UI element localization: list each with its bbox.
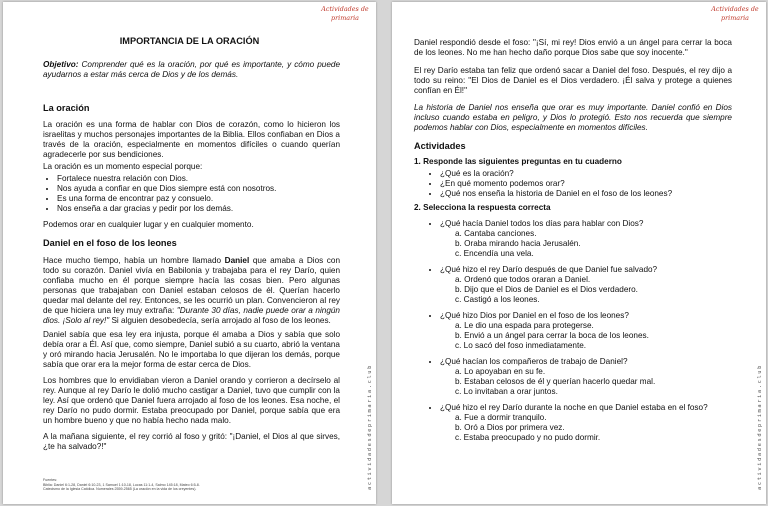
objective-label: Objetivo: [43,60,79,69]
mc-question-text: ¿Qué hizo Dios por Daniel en el foso de los leones? [440,311,629,320]
mc-options [440,367,746,397]
side-url-watermark: actividadesdeprimaria.club [367,364,373,490]
brand-line-2: primaria [331,14,359,22]
text-span: que amaba a Dios con todo su corazón. Daniel vivía en Babilonia y trabajaba para el rey Darío, quien confiaba mucho en él porque siempre hacía las cosas bien. Pero algunas personas que trabajaban con Daniel estaban celosos de él. Querían hacerlo quedar mal delante del rey. Entonces, se les ocurrió un plan. Convencieron al rey de que hiciera una ley muy extraña: [43,256,341,315]
mc-option: c. Encendía una vela. [455,249,534,258]
mc-option: a. Ordenó que todos oraran a Daniel. [455,275,591,284]
law-quote: "Durante 30 días, nadie puede orar a ningún dios. ¡Solo al rey!" [43,306,340,325]
brand-logo [320,5,370,23]
mc-option: c. Lo invitaban a orar juntos. [455,387,558,396]
oracion-paragraph-1: La oración es una forma de hablar con Dios de corazón, como lo hicieron los israelitas y muchos personajes importantes de la Biblia. Ellos confiaban en Dios a través de la oración, especialmente en momentos difíciles o cuando querían agradecerle por sus bendiciones. [43,120,340,159]
mc-question-text: ¿Qué hizo el rey Darío durante la noche en que Daniel estaba en el foso? [440,403,708,412]
question-1-list [426,169,746,199]
page-right [392,2,766,504]
mc-option: a. Fue a dormir tranquilo. [455,413,547,422]
mc-question [440,403,746,443]
brand-line-2: primaria [721,14,749,22]
mc-question [440,265,746,305]
brand-logo [710,5,760,23]
mc-question-block [426,265,746,305]
mc-question-text: ¿Qué hacían los compañeros de trabajo de Daniel? [440,357,628,366]
question-2-title: 2. Selecciona la respuesta correcta [414,203,551,212]
footer-line: Fuentes: [43,478,57,482]
document-title: IMPORTANCIA DE LA ORACIÓN [119,36,260,46]
daniel-name: Daniel [224,256,250,265]
mc-question-block [426,311,746,351]
mc-option: a. Lo apoyaban en su fe. [455,367,546,376]
story-paragraph-king: El rey Darío estaba tan feliz que ordenó sacar a Daniel del foso. Después, el rey dijo a todo su reino: "El Dios de Daniel es el Dios verdadero. ¡Él salva y protege a quienes confían en Él!" [414,66,732,95]
oracion-paragraph-3: Podemos orar en cualquier lugar y en cualquier momento. [43,220,254,229]
objective [43,60,340,80]
list-item: • Fortalece nuestra relación con Dios. [57,174,354,184]
daniel-paragraph-1 [43,256,340,326]
objective-text: Comprender qué es la oración, por qué es importante, y cómo puede ayudarnos a estar más cerca de Dios y de los demás. [43,60,340,79]
mc-option: a. Cantaba canciones. [455,229,537,238]
brand-line-1: Actividades de [321,5,369,13]
mc-options [440,321,746,351]
oracion-paragraph-2: La oración es un momento especial porque: [43,162,203,171]
story-paragraph-response: Daniel respondió desde el foso: "¡Sí, mi rey! Dios envió a un ángel para cerrar la boca de los leones. No me han hecho daño porque Dios sabe que soy inocente." [414,38,732,57]
activities-title: Actividades [414,141,466,151]
mc-option: b. Estaban celosos de él y querían hacerlo quedar mal. [455,377,656,386]
footer-line: Catecismo de la Iglesia Católica. Numerales 2559-2565 (La oración en la vida de los creyentes). [43,487,197,492]
mc-option: b. Oró a Dios por primera vez. [455,423,565,432]
section-title-daniel: Daniel en el foso de los leones [43,238,177,248]
list-item: • ¿En qué momento podemos orar? [440,179,746,189]
mc-option: c. Castigó a los leones. [455,295,540,304]
mc-question [440,357,746,397]
mc-options [440,275,746,305]
mc-options [440,229,746,259]
mc-option: a. Le dio una espada para protegerse. [455,321,594,330]
mc-option: c. Lo sacó del foso inmediatamente. [455,341,587,350]
oracion-benefits-list [43,174,354,214]
mc-option: c. Estaba preocupado y no pudo dormir. [455,433,601,442]
side-url-watermark: actividadesdeprimaria.club [757,364,763,490]
question-1-title: 1. Responde las siguientes preguntas en tu cuaderno [414,157,622,166]
mc-question-text: ¿Qué hizo el rey Darío después de que Daniel fue salvado? [440,265,658,274]
mc-option: b. Oraba mirando hacia Jerusalén. [455,239,581,248]
mc-question-block [426,219,746,259]
list-item: • ¿Qué es la oración? [440,169,746,179]
story-lesson: La historia de Daniel nos enseña que orar es muy importante. Daniel confió en Dios incluso cuando estaba en peligro, y Dios lo protegió. Esto nos recuerda que siempre podemos hablar con Dios, especialmente en momentos difíciles. [414,103,732,132]
daniel-paragraph-2: Daniel sabía que esa ley era injusta, porque él amaba a Dios y sabía que solo debía orar a Él. Así que, como siempre, Daniel subió a su cuarto, abrió la ventana y oró mirando hacia Jerusalén. No le importaba lo que dijeran los demás, porque sabía que orar era la mejor forma de estar cerca de Dios. [43,330,340,369]
mc-question [440,219,746,259]
mc-question-block [426,403,746,443]
mc-option: b. Envió a un ángel para cerrar la boca de los leones. [455,331,649,340]
page-left [3,2,376,504]
brand-line-1: Actividades de [711,5,759,13]
sources-footer [43,478,333,492]
list-item: • Es una forma de encontrar paz y consuelo. [57,194,354,204]
daniel-paragraph-4: A la mañana siguiente, el rey corrió al foso y gritó: "¡Daniel, el Dios al que sirves, ¿te ha salvado?!" [43,432,340,451]
daniel-paragraph-3: Los hombres que lo envidiaban vieron a Daniel orando y corrieron a decírselo al rey. Aunque al rey Darío le dolió mucho castigar a Daniel, tuvo que cumplir con la ley. Así que ordenó que Daniel fuera arrojado al foso de los leones. Esa noche, el rey Darío no pudo dormir. Estaba preocupado por Daniel, porque sabía que era un hombre bueno y que no había hecho nada malo. [43,376,340,425]
mc-options [440,413,746,443]
mc-question-text: ¿Qué hacía Daniel todos los días para hablar con Dios? [440,219,644,228]
text-span: Hace mucho tiempo, había un hombre llamado [43,256,225,265]
footer-line: Biblia: Daniel 6:1-28, Daniel 6:10-23, 1 Samuel 1:10-18, Lucas 11:1-4, Salmo 145:18, Mateo 6:5-8. [43,482,200,487]
text-span: Si alguien desobedecía, sería arrojado al foso de los leones. [109,316,331,325]
list-item: • Nos enseña a dar gracias y pedir por los demás. [57,204,354,214]
list-item: • ¿Qué nos enseña la historia de Daniel en el foso de los leones? [440,189,746,199]
mc-question [440,311,746,351]
section-title-oracion: La oración [43,103,90,113]
list-item: • Nos ayuda a confiar en que Dios siempre está con nosotros. [57,184,354,194]
mc-option: b. Dijo que el Dios de Daniel es el Dios verdadero. [455,285,638,294]
mc-question-block [426,357,746,397]
